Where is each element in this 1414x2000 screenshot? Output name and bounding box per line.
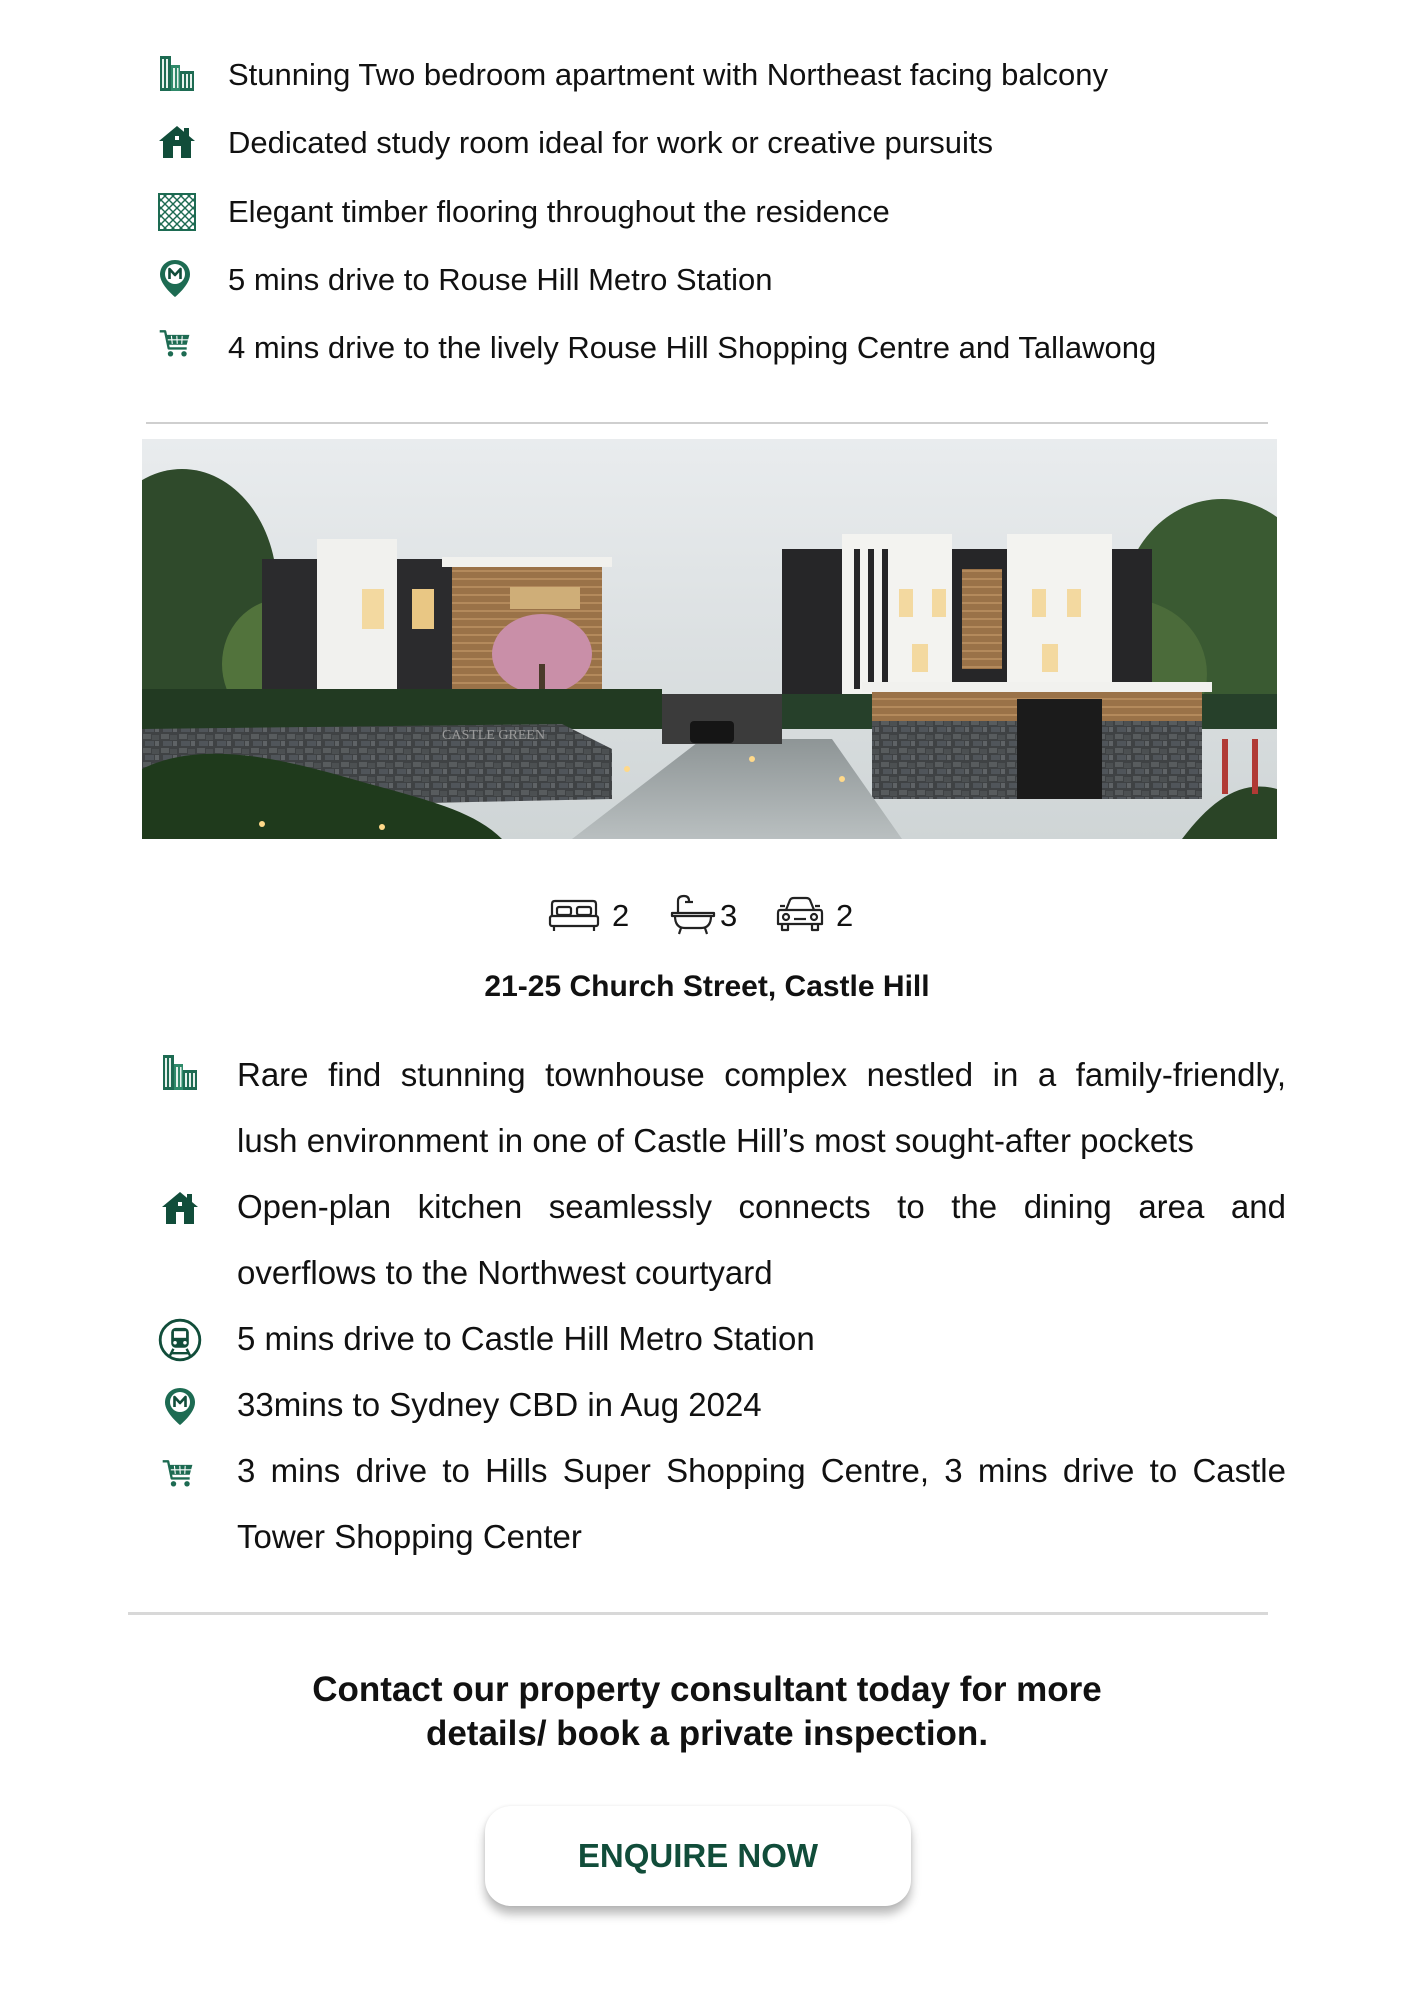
metro-pin-icon xyxy=(155,258,195,298)
feature-text xyxy=(237,1306,1286,1372)
feature-line: lush environment in one of Castle Hill’s most sought-after pockets xyxy=(237,1122,1194,1159)
building-icon xyxy=(157,53,197,93)
feature-text: 4 mins drive to the lively Rouse Hill Shopping Centre and Tallawong xyxy=(228,330,1157,365)
cta-line: Contact our property consultant today for more xyxy=(312,1670,1102,1709)
shopping-cart-icon xyxy=(157,325,193,361)
metro-pin-icon xyxy=(160,1386,200,1426)
bathroom-count: 3 xyxy=(720,898,738,933)
feature-text: 5 mins drive to Rouse Hill Metro Station xyxy=(228,262,773,297)
feature-text xyxy=(237,1174,1286,1306)
train-icon xyxy=(158,1318,202,1362)
house-icon xyxy=(160,1188,200,1228)
feature-text xyxy=(237,1042,1286,1174)
feature-text xyxy=(237,1372,1286,1438)
feature-text xyxy=(237,1438,1286,1570)
feature-text: Elegant timber flooring throughout the residence xyxy=(228,194,890,229)
bathtub-icon xyxy=(670,893,716,937)
townhouse-complex-render-image xyxy=(142,439,1277,839)
feature-line: Tower Shopping Center xyxy=(237,1518,582,1555)
section-divider xyxy=(146,422,1268,424)
house-icon xyxy=(157,122,197,162)
bed-icon xyxy=(548,896,600,936)
feature-line: overflows to the Northwest courtyard xyxy=(237,1254,773,1291)
feature-text: Dedicated study room ideal for work or creative pursuits xyxy=(228,125,993,160)
property-address: 21-25 Church Street, Castle Hill xyxy=(484,970,930,1003)
contact-cta-text xyxy=(0,1668,1414,1756)
feature-line: 33mins to Sydney CBD in Aug 2024 xyxy=(237,1386,762,1423)
timber-floor-icon xyxy=(157,192,197,232)
section-divider xyxy=(128,1612,1268,1615)
cta-line: details/ book a private inspection. xyxy=(425,1714,989,1753)
bedroom-count: 2 xyxy=(612,898,630,933)
feature-line: 5 mins drive to Castle Hill Metro Station xyxy=(237,1320,815,1357)
car-icon xyxy=(776,893,824,937)
enquire-now-button[interactable]: ENQUIRE NOW xyxy=(485,1806,911,1906)
shopping-cart-icon xyxy=(160,1455,196,1491)
feature-line: Rare find stunning townhouse complex nestled in a family-friendly, xyxy=(237,1056,1286,1093)
feature-line: 3 mins drive to Hills Super Shopping Centre, 3 mins drive to Castle xyxy=(237,1452,1286,1489)
sign-text: CASTLE GREEN xyxy=(442,728,546,743)
building-icon xyxy=(160,1052,200,1092)
car-space-count: 2 xyxy=(836,898,854,933)
feature-text: Stunning Two bedroom apartment with Northeast facing balcony xyxy=(228,57,1108,92)
feature-line: Open-plan kitchen seamlessly connects to the dining area and xyxy=(237,1188,1286,1225)
